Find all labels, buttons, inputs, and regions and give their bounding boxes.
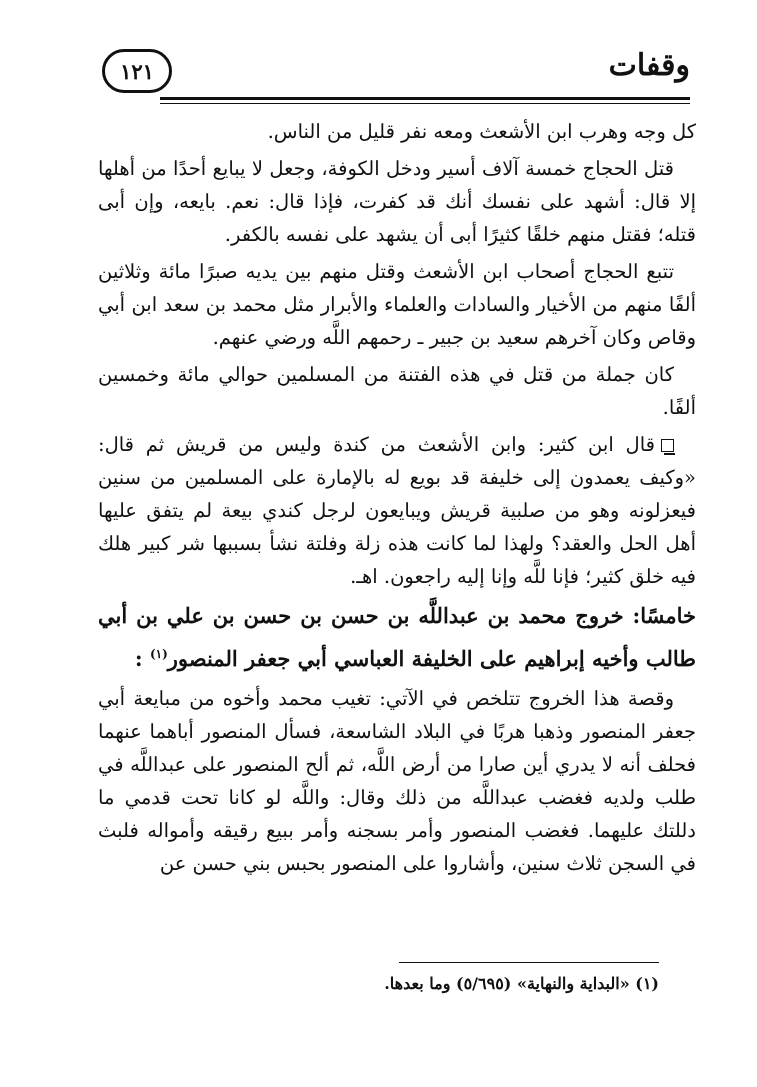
header-rule-thin — [160, 103, 690, 104]
heading-text: خامسًا: خروج محمد بن عبداللَّه بن حسن بن حسن بن علي بن أبي طالب وأخيه إبراهيم على الخليفة العباسي أبي جعفر المنصور — [98, 603, 696, 671]
page-number: ١٢١ — [120, 58, 154, 84]
quote-paragraph — [98, 428, 696, 593]
paragraph: كل وجه وهرب ابن الأشعث ومعه نفر قليل من الناس. — [267, 120, 696, 143]
heading-tail: : — [134, 646, 150, 671]
page-header — [100, 45, 690, 107]
paragraph: وقصة هذا الخروج تتلخص في الآتي: تغيب محمد وأخوه من مبايعة أبي جعفر المنصور وذهبا هربًا في البلاد الشاسعة، فسأل المنصور أباهما عنهما فحلف أنه لا يدري أين صارا من أرض اللَّه، ثم ألح المنصور على عبداللَّه في طلب ولديه فغضب عبداللَّه من ذلك وقال: واللَّه لو كانا تحت قدمي ما دللتك عليهما. فغضب المنصور وأمر بسجنه وأمر ببيع رقيقه وأمواله فلبث في السجن ثلاث سنين، وأشاروا على المنصور بحبس بني حسن عن — [98, 687, 696, 875]
note-square-icon — [661, 439, 674, 452]
body-text — [98, 115, 696, 884]
page-number-badge — [102, 49, 172, 93]
footnote-rule — [399, 962, 659, 963]
quote-text: قال ابن كثير: وابن الأشعث من كندة وليس من قريش ثم قال: «وكيف يعمدون إلى خليفة قد بويع له بالإمارة على المسلمين من سنين فيعزلونه وهو من صلبية قريش ويبايعون لرجل كندي بيعة لم يتفق عليها أهل الحل والعقد؟ ولهذا لما كانت هذه زلة وفلتة نشأ بسببها شر كبير هلك فيه خلق كثير؛ فإنا للَّه وإنا إليه راجعون. اهـ. — [98, 433, 696, 588]
paragraph: تتبع الحجاج أصحاب ابن الأشعث وقتل منهم بين يديه صبرًا مائة وثلاثين ألفًا منهم من الأخيار والسادات والعلماء والأبرار مثل محمد بن سعد ابن أبي وقاص وكان آخرهم سعيد بن جبير ـ رحمهم اللَّه ورضي عنهم. — [98, 260, 696, 349]
paragraph: قتل الحجاج خمسة آلاف أسير ودخل الكوفة، وجعل لا يبايع أحدًا من أهلها إلا قال: أشهد على نفسك أنك قد كفرت، فإذا قال: نعم. بايعه، وإن أبى قتله؛ فقتل منهم خلقًا كثيرًا أبى أن يشهد على نفسه بالكفر. — [98, 157, 696, 246]
running-title: وقفات — [608, 48, 690, 83]
footnote-ref[interactable]: (١) — [149, 647, 168, 661]
header-rule — [160, 97, 690, 100]
paragraph: كان جملة من قتل في هذه الفتنة من المسلمين حوالي مائة وخمسين ألفًا. — [98, 363, 696, 419]
section-heading — [98, 597, 696, 678]
footnote: (١) «البداية والنهاية» (٥/٦٩٥) وما بعدها. — [384, 974, 659, 993]
